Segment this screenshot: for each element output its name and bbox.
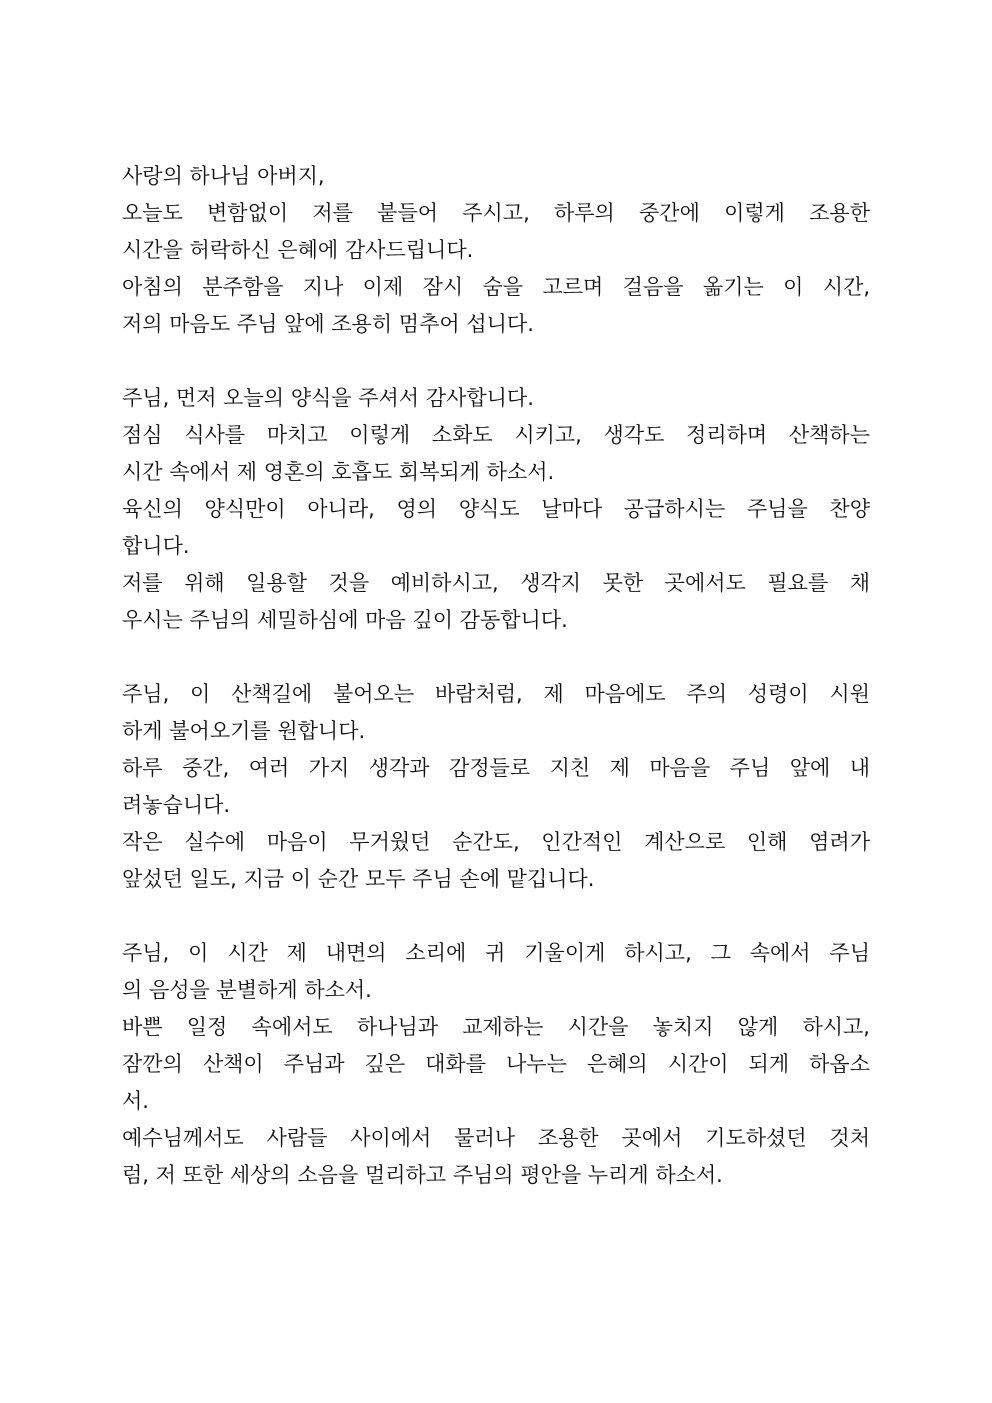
text-line: 주님, 이 시간 제 내면의 소리에 귀 기울이게 하시고, 그 속에서 주님	[122, 941, 870, 965]
prayer-text	[122, 158, 870, 1194]
text-line: 합니다.	[122, 534, 190, 558]
text-line: 주님, 먼저 오늘의 양식을 주셔서 감사합니다.	[122, 386, 534, 410]
text-line: 의 음성을 분별하게 하소서.	[122, 978, 372, 1002]
text-line: 하루 중간, 여러 가지 생각과 감정들로 지친 제 마음을 주님 앞에 내	[122, 756, 870, 780]
text-line: 육신의 양식만이 아니라, 영의 양식도 날마다 공급하시는 주님을 찬양	[122, 497, 870, 521]
text-line: 오늘도 변함없이 저를 붙들어 주시고, 하루의 중간에 이렇게 조용한	[122, 201, 870, 225]
paragraph-3	[122, 676, 870, 898]
text-line: 려놓습니다.	[122, 793, 231, 817]
paragraph-gap	[122, 898, 870, 935]
text-line: 저의 마음도 주님 앞에 조용히 멈추어 섭니다.	[122, 312, 534, 336]
text-line: 시간을 허락하신 은혜에 감사드립니다.	[122, 238, 474, 262]
text-line: 하게 불어오기를 원합니다.	[122, 719, 366, 743]
text-line: 점심 식사를 마치고 이렇게 소화도 시키고, 생각도 정리하며 산책하는	[122, 423, 870, 447]
text-line: 잠깐의 산책이 주님과 깊은 대화를 나누는 은혜의 시간이 되게 하옵소	[122, 1052, 870, 1076]
paragraph-1	[122, 158, 870, 343]
text-line: 시간 속에서 제 영혼의 호흡도 회복되게 하소서.	[122, 460, 555, 484]
text-line: 럼, 저 또한 세상의 소음을 멀리하고 주님의 평안을 누리게 하소서.	[122, 1163, 723, 1187]
text-line: 주님, 이 산책길에 불어오는 바람처럼, 제 마음에도 주의 성령이 시원	[122, 682, 870, 706]
paragraph-2	[122, 380, 870, 639]
text-line: 사랑의 하나님 아버지,	[122, 164, 325, 188]
text-line: 작은 실수에 마음이 무거웠던 순간도, 인간적인 계산으로 인해 염려가	[122, 830, 870, 854]
paragraph-gap	[122, 343, 870, 380]
text-line: 아침의 분주함을 지나 이제 잠시 숨을 고르며 걸음을 옮기는 이 시간,	[122, 275, 870, 299]
text-line: 예수님께서도 사람들 사이에서 물러나 조용한 곳에서 기도하셨던 것처	[122, 1126, 870, 1150]
paragraph-gap	[122, 639, 870, 676]
text-line: 바쁜 일정 속에서도 하나님과 교제하는 시간을 놓치지 않게 하시고,	[122, 1015, 870, 1039]
text-line: 저를 위해 일용할 것을 예비하시고, 생각지 못한 곳에서도 필요를 채	[122, 571, 870, 595]
paragraph-4	[122, 935, 870, 1194]
text-line: 우시는 주님의 세밀하심에 마음 깊이 감동합니다.	[122, 608, 568, 632]
text-line: 앞섰던 일도, 지금 이 순간 모두 주님 손에 맡깁니다.	[122, 867, 595, 891]
text-line: 서.	[122, 1089, 149, 1113]
